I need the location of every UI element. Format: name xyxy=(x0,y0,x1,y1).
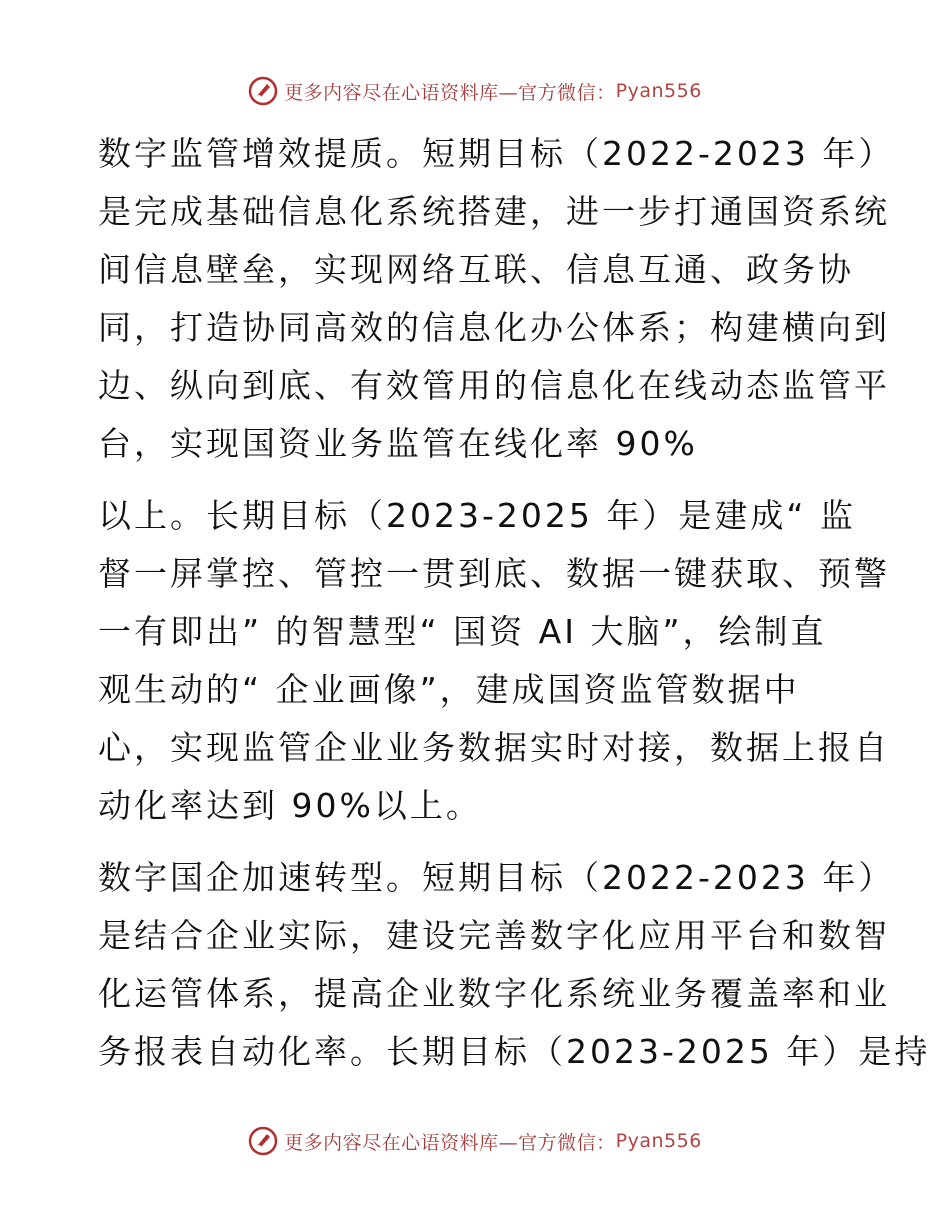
paragraph-gap xyxy=(98,473,858,487)
text-line: 是完成基础信息化系统搭建，进一步打通国资系统 xyxy=(98,192,890,231)
text-line: 化运管体系，提高企业数字化系统业务覆盖率和业 xyxy=(98,974,890,1013)
footer-watermark xyxy=(0,1126,950,1156)
header-watermark xyxy=(0,76,950,106)
paragraph-2 xyxy=(98,487,890,835)
watermark-handle: Pyan556 xyxy=(615,1130,702,1152)
text-line: 间信息壁垒，实现网络互联、信息互通、政务协 xyxy=(98,250,854,289)
text-line: 心，实现监管企业业务数据实时对接，数据上报自 xyxy=(98,728,890,767)
watermark-handle: Pyan556 xyxy=(615,80,702,102)
document-body xyxy=(98,125,931,1081)
text-line: 督一屏掌控、管控一贯到底、数据一键获取、预警 xyxy=(98,554,890,593)
text-line: 数字国企加速转型。短期目标（2022-2023 年） xyxy=(98,858,895,897)
text-line: 务报表自动化率。长期目标（2023-2025 年）是持 xyxy=(98,1032,931,1071)
paragraph-1 xyxy=(98,125,895,473)
paragraph-gap xyxy=(98,835,858,849)
watermark-text: 更多内容尽在心语资料库—官方微信： xyxy=(284,81,616,104)
text-line: 同，打造协同高效的信息化办公体系；构建横向到 xyxy=(98,308,890,347)
text-line: 一有即出” 的智慧型“ 国资 AI 大脑”，绘制直 xyxy=(98,612,827,651)
text-line: 动化率达到 90%以上。 xyxy=(98,786,482,825)
text-line: 边、纵向到底、有效管用的信息化在线动态监管平 xyxy=(98,366,890,405)
text-line: 以上。长期目标（2023-2025 年）是建成“ 监 xyxy=(98,496,856,535)
text-line: 台，实现国资业务监管在线化率 90% xyxy=(98,424,698,463)
watermark-text: 更多内容尽在心语资料库—官方微信： xyxy=(284,1131,616,1154)
text-line: 是结合企业实际，建设完善数字化应用平台和数智 xyxy=(98,916,890,955)
pen-nib-logo-icon xyxy=(248,76,278,106)
text-line: 数字监管增效提质。短期目标（2022-2023 年） xyxy=(98,134,895,173)
pen-nib-logo-icon xyxy=(248,1126,278,1156)
paragraph-3 xyxy=(98,849,931,1081)
text-line: 观生动的“ 企业画像”，建成国资监管数据中 xyxy=(98,670,800,709)
